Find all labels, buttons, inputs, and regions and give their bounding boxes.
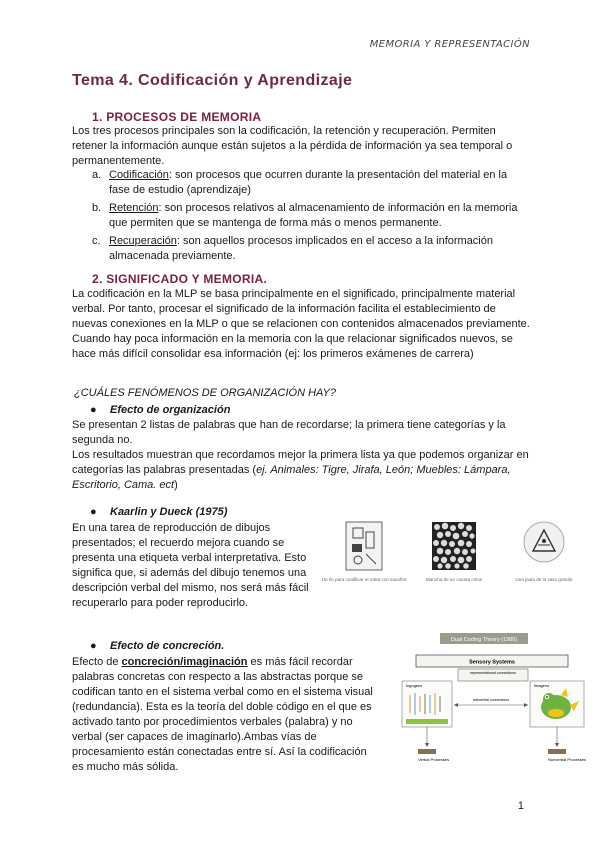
organizacion-paragraph-1: Se presentan 2 listas de palabras que han de recordarse; la primera tiene categorías y la segunda no. (72, 419, 506, 446)
robot-drawing (346, 522, 382, 570)
bullet-efecto-concrecion: ● Efecto de concreción. (90, 640, 225, 652)
nonverbal-processes-label: Nonverbal Processes (548, 757, 587, 762)
referential-label: referential connections (472, 698, 510, 702)
section-heading-procesos: 1. PROCESOS DE MEMORIA (92, 110, 262, 124)
section2-paragraph: La codificación en la MLP se basa principalmente en el significado, principalmente material verbal. Por tanto, procesar el significado de la información facilita el establecimiento de nuevas conexiones en la MLP o que se relacionen con contenidos almacenados previamente. Cuando hay poca información en la memoria con la que relacionar significados nuevos, se hace más difícil consolidar esa información (ej: los primeros exámenes de carrera) (72, 288, 530, 360)
diagram-title: Dual Coding Theory (1986) (450, 637, 518, 643)
drawings-figure (321, 518, 581, 598)
term-retencion: Retención (109, 202, 159, 214)
bullet-efecto-organizacion: ● Efecto de organización (90, 404, 231, 416)
bullet-kaarlin-dueck: ● Kaarlin y Dueck (1975) (90, 506, 228, 518)
fig-caption-2: Mancha de un cuenta cirios (425, 577, 483, 582)
organization-question: ¿CUÁLES FENÓMENOS DE ORGANIZACIÓN HAY? (74, 387, 337, 399)
karlin-paragraph: En una tarea de reproducción de dibujos presentados; el recuerdo mejora cuando se presenta una etiqueta verbal interpretativa. Esto significa que, si además del dibujo tenemos una descripción verbal del mismo, nos será más fácil recuperarlo para poder reproducirlo. (72, 522, 309, 609)
term-concrecion: concreción/imaginación (121, 656, 248, 668)
dual-coding-diagram (398, 633, 588, 768)
verbal-processes-label: Verbal Processes (418, 757, 450, 762)
fig-caption-3: Una jaula de la vaso grande (515, 577, 573, 582)
fig-caption-1: Un lío para cualificar el robot con saxofón (321, 577, 407, 582)
term-recuperacion: Recuperación (109, 235, 177, 247)
term-codificacion: Codificación (109, 169, 169, 181)
procesos-list (92, 168, 522, 267)
section-heading-significado: 2. SIGNIFICADO Y MEMORIA. (92, 272, 268, 286)
concrecion-paragraph: Efecto de concreción/imaginación es más fácil recordar palabras concretas con respecto a las abstractas porque se codifican tanto en el sistema verbal como en el sistema visual (redundancia). Esta es la teoría del doble código en el que es activado tanto por procedimientos verbales (palabra) y no verbal (ser capaces de imaginarlo).Ambas vías de procesamiento están conectadas entre sí. Así la codificación es mucho más sólida. (72, 656, 373, 773)
section1-intro: Los tres procesos principales son la codificación, la retención y recuperación. Permiten retener la información aunque están sujetos a la pérdida de información ya sea temporal o permanentemente. (72, 125, 513, 167)
list-item-retencion: b. Retención: son procesos relativos al almacenamiento de información en la memoria que permiten que se mantenga de forma más o menos permanente. (92, 202, 518, 229)
page-number: 1 (517, 800, 524, 812)
running-header: MEMORIA Y REPRESENTACIÓN (369, 39, 530, 50)
list-item-recuperacion: c. Recuperación: son aquellos procesos implicados en el acceso a la información almacenada previamente. (92, 235, 493, 262)
svg-text:imagens: imagens (534, 683, 550, 688)
sensory-systems-label: Sensory Systems (469, 659, 515, 666)
representational-label: representational connections (470, 671, 516, 675)
list-item-codificacion: a. Codificación: son procesos que ocurren durante la presentación del material en la fase de estudio (aprendizaje) (92, 169, 508, 196)
svg-text:logogens: logogens (406, 683, 423, 688)
organizacion-paragraph-2: Los resultados muestran que recordamos mejor la primera lista ya que podemos organizar en categorías las palabras presentadas (ej. Animales: Tigre, Jirafa, León; Muebles: Lámpara, Escritorio, Cama. ect) (72, 449, 529, 491)
page-title: Tema 4. Codificación y Aprendizaje (72, 72, 353, 89)
